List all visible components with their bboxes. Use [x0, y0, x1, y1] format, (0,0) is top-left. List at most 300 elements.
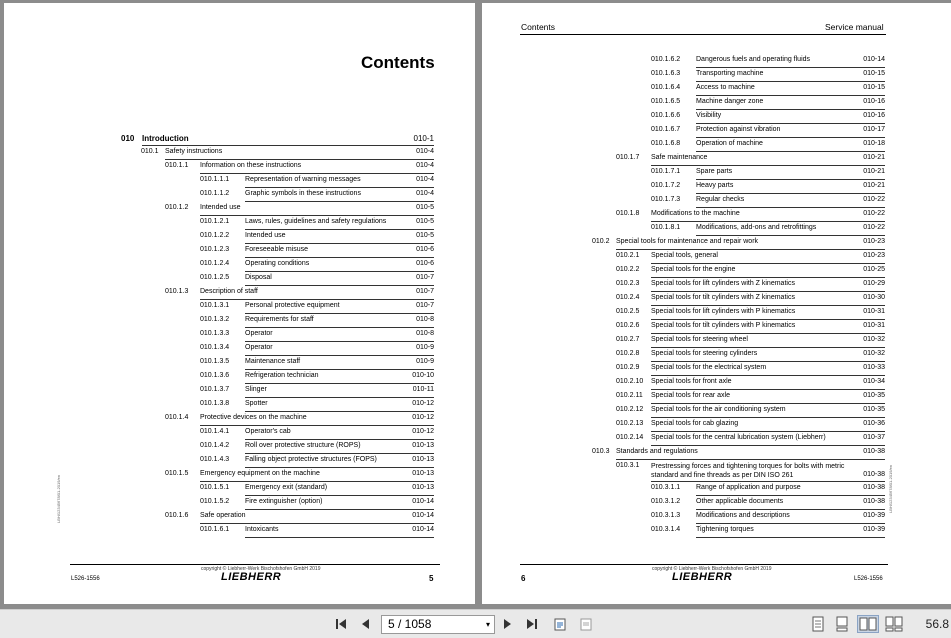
toc-number: 010.1.3.4 — [200, 344, 230, 351]
toc-entry[interactable] — [482, 350, 951, 364]
last-page-icon[interactable] — [522, 615, 542, 633]
toc-number: 010.1.3.2 — [200, 316, 230, 323]
toc-entry[interactable] — [482, 392, 951, 406]
toc-page: 010-12 — [412, 428, 434, 435]
toc-underline — [696, 109, 885, 110]
toc-number: 010.3.1 — [616, 462, 640, 469]
toc-page: 010-22 — [863, 224, 885, 231]
toc-entry[interactable] — [4, 358, 475, 372]
toc-title: Falling object protective structures (FOPS) — [245, 456, 377, 463]
toc-entry[interactable] — [4, 190, 475, 204]
toc-underline — [245, 383, 434, 384]
liebherr-logo: LIEBHERR — [672, 571, 733, 583]
toc-number: 010.1.3.8 — [200, 400, 230, 407]
toc-page: 010-4 — [416, 176, 434, 183]
toc-number: 010.2.9 — [616, 364, 640, 371]
toc-title: Spare parts — [696, 168, 733, 175]
toc-number: 010.2.5 — [616, 308, 640, 315]
toc-entry[interactable] — [4, 288, 475, 302]
toc-entry[interactable] — [4, 316, 475, 330]
toc-page: 010-5 — [416, 218, 434, 225]
toc-underline — [200, 215, 434, 216]
toc-entry[interactable] — [482, 70, 951, 84]
toc-number: 010.1.4 — [165, 414, 189, 421]
toc-underline — [651, 403, 885, 404]
toc-page: 010-38 — [863, 471, 885, 478]
toc-number: 010.3.1.3 — [651, 512, 681, 519]
toc-title: Maintenance staff — [245, 358, 301, 365]
extract-icon[interactable] — [576, 615, 596, 633]
toc-page: 010-22 — [863, 196, 885, 203]
toc-number: 010.1.1.2 — [200, 190, 230, 197]
toc-underline — [696, 81, 885, 82]
toc-title: Protective devices on the machine — [200, 414, 307, 421]
toc-number: 010.1.6.4 — [651, 84, 681, 91]
toc-entry[interactable] — [482, 252, 951, 266]
toc-entry[interactable] — [482, 364, 951, 378]
toc-title: Foreseeable misuse — [245, 246, 309, 253]
toc-page: 010-14 — [412, 512, 434, 519]
toc-page: 010-21 — [863, 154, 885, 161]
toc-entry[interactable] — [482, 224, 951, 238]
toc-number: 010.3.1.1 — [651, 484, 681, 491]
toc-number: 010.2.3 — [616, 280, 640, 287]
toc-entry[interactable] — [482, 154, 951, 168]
toc-page: 010-33 — [863, 364, 885, 371]
toc-underline — [696, 495, 885, 496]
toc-underline — [651, 221, 885, 222]
page-number: 6 — [521, 574, 526, 583]
toc-page: 010-11 — [412, 386, 434, 393]
toc-entry[interactable] — [4, 498, 475, 512]
side-code: LBH/12345678/01-2019/en — [888, 464, 893, 513]
toc-underline — [651, 375, 885, 376]
toc-entry[interactable] — [482, 112, 951, 126]
toc-title: Information on these instructions — [200, 162, 302, 169]
toc-number: 010.1.6.1 — [200, 526, 230, 533]
toc-underline — [696, 235, 885, 236]
toc-number: 010.1.3.5 — [200, 358, 230, 365]
toc-entry[interactable] — [482, 512, 951, 526]
toc-underline — [245, 313, 434, 314]
toc-entry[interactable] — [482, 322, 951, 336]
toc-number: 010.2.1 — [616, 252, 640, 259]
toc-page: 010-6 — [416, 246, 434, 253]
toc-page: 010-4 — [416, 190, 434, 197]
two-page-continuous-icon[interactable] — [884, 615, 904, 633]
toc-number: 010.2.14 — [616, 434, 644, 441]
toc-title: Operator's cab — [245, 428, 291, 435]
toc-number: 010.1.1.1 — [200, 176, 230, 183]
toc-entry[interactable] — [482, 196, 951, 210]
toc-title: Spotter — [245, 400, 268, 407]
toc-number: 010.2.6 — [616, 322, 640, 329]
toc-underline — [696, 207, 885, 208]
toc-underline — [245, 439, 434, 440]
toc-title: Special tools for lift cylinders with Z kinematics — [651, 280, 795, 287]
toc-entry[interactable] — [482, 238, 951, 252]
toc-page: 010-21 — [863, 182, 885, 189]
toc-number: 010.1 — [141, 148, 159, 155]
toc-title: Refrigeration technician — [245, 372, 319, 379]
toc-entry[interactable] — [482, 336, 951, 350]
toc-number: 010.1.3 — [165, 288, 189, 295]
toc-title: Heavy parts — [696, 182, 734, 189]
toc-underline — [200, 523, 434, 524]
toc-title: Standards and regulations — [616, 448, 698, 455]
toc-underline — [651, 361, 885, 362]
toc-number: 010.1.8.1 — [651, 224, 681, 231]
toc-underline — [245, 341, 434, 342]
toc-title: Special tools for the electrical system — [651, 364, 767, 371]
toc-underline — [696, 123, 885, 124]
toc-underline — [616, 459, 885, 460]
toc-number: 010.1.6 — [165, 512, 189, 519]
toc-page: 010-18 — [863, 140, 885, 147]
toc-underline — [651, 277, 885, 278]
toc-entry[interactable] — [4, 414, 475, 428]
toc-number: 010.2.10 — [616, 378, 644, 385]
toc-title: Safe operation — [200, 512, 246, 519]
toc-title: Other applicable documents — [696, 498, 784, 505]
toc-page: 010-1 — [413, 134, 434, 143]
toc-number: 010.1.2.2 — [200, 232, 230, 239]
toc-underline — [245, 369, 434, 370]
toc-page: 010-4 — [416, 162, 434, 169]
toc-underline — [696, 523, 885, 524]
toc-entry[interactable] — [4, 274, 475, 288]
toc-number: 010.1.5.2 — [200, 498, 230, 505]
toc-underline — [245, 257, 434, 258]
toc-underline — [245, 187, 434, 188]
zoom-level[interactable]: 56.8 — [925, 617, 949, 631]
toc-underline — [651, 417, 885, 418]
toc-entry[interactable] — [482, 378, 951, 392]
toc-entry[interactable] — [4, 246, 475, 260]
toc-page: 010-14 — [412, 526, 434, 533]
toc-entry[interactable] — [4, 204, 475, 218]
toc-underline — [245, 537, 434, 538]
continuous-icon[interactable] — [832, 615, 852, 633]
toc-underline — [245, 397, 434, 398]
toc-entry[interactable] — [482, 526, 951, 540]
toc-page: 010-22 — [863, 210, 885, 217]
toc-number: 010.1.3.3 — [200, 330, 230, 337]
toc-page: 010-7 — [416, 302, 434, 309]
toc-number: 010.2.12 — [616, 406, 644, 413]
toc-page: 010-38 — [863, 484, 885, 491]
toc-entry[interactable] — [482, 84, 951, 98]
toc-page: 010-10 — [412, 372, 434, 379]
toc-page: 010-14 — [863, 56, 885, 63]
toc-page: 010-9 — [416, 358, 434, 365]
toc-title: Special tools for the air conditioning system — [651, 406, 786, 413]
toc-entry[interactable] — [4, 232, 475, 246]
side-code: LBH/12345678/01-2019/en — [56, 474, 61, 523]
first-page-icon[interactable] — [331, 615, 351, 633]
toc-number: 010.1.1 — [165, 162, 189, 169]
toc-underline — [651, 319, 885, 320]
toc-title: Introduction — [142, 134, 189, 143]
toc-entry[interactable] — [482, 484, 951, 498]
toc-title: Tightening torques — [696, 526, 754, 533]
toc-page: 010-39 — [863, 512, 885, 519]
toc-underline — [200, 481, 434, 482]
toc-title: Requirements for staff — [245, 316, 314, 323]
toc-entry[interactable] — [4, 330, 475, 344]
toc-underline — [696, 95, 885, 96]
toc-title: Safety instructions — [165, 148, 223, 155]
toc-entry[interactable] — [482, 420, 951, 434]
toc-page: 010-32 — [863, 336, 885, 343]
toc-page: 010-9 — [416, 344, 434, 351]
toc-page: 010-34 — [863, 378, 885, 385]
toc-underline — [651, 347, 885, 348]
toc-entry[interactable] — [4, 484, 475, 498]
toc-number: 010.3 — [592, 448, 610, 455]
toc-entry[interactable] — [4, 260, 475, 274]
toc-entry[interactable] — [482, 168, 951, 182]
toc-page: 010-8 — [416, 316, 434, 323]
toc-underline — [200, 173, 434, 174]
toc-entry[interactable] — [482, 182, 951, 196]
toc-number: 010.1.7.3 — [651, 196, 681, 203]
toc-page: 010-12 — [412, 400, 434, 407]
toc-underline — [200, 425, 434, 426]
rotate-icon[interactable] — [550, 615, 570, 633]
page-number-input[interactable] — [381, 615, 495, 634]
toc-page: 010-30 — [863, 294, 885, 301]
footer-line — [520, 564, 888, 565]
toc-entry[interactable] — [4, 176, 475, 190]
next-page-icon[interactable] — [498, 615, 518, 633]
toc-title: Machine danger zone — [696, 98, 764, 105]
toc-title: Representation of warning messages — [245, 176, 361, 183]
toc-entry[interactable] — [4, 218, 475, 232]
toc-underline — [200, 299, 434, 300]
toc-underline — [245, 467, 434, 468]
toc-page: 010-29 — [863, 280, 885, 287]
toc-entry[interactable] — [482, 498, 951, 512]
toc-page: 010-35 — [863, 406, 885, 413]
toc-entry[interactable] — [4, 400, 475, 414]
toc-entry[interactable] — [4, 372, 475, 386]
toc-title: Special tools for rear axle — [651, 392, 730, 399]
toc-number: 010.1.5.1 — [200, 484, 230, 491]
toc-entry[interactable] — [482, 56, 951, 70]
toc-title: Emergency exit (standard) — [245, 484, 328, 491]
single-page-icon[interactable] — [808, 615, 828, 633]
toc-title: Intended use — [200, 204, 241, 211]
toc-underline — [245, 285, 434, 286]
copyright-text: copyright © Liebherr-Werk Bischofshofen GmbH 2019 — [652, 566, 772, 572]
toc-underline — [245, 243, 434, 244]
toc-number: 010.3.1.2 — [651, 498, 681, 505]
toc-page: 010-5 — [416, 204, 434, 211]
toc-title: Range of application and purpose — [696, 484, 801, 491]
toc-number: 010.2.4 — [616, 294, 640, 301]
toc-underline — [696, 179, 885, 180]
right-page — [482, 3, 951, 604]
toc-title: Operator — [245, 344, 273, 351]
toc-underline — [245, 201, 434, 202]
toc-entry[interactable] — [482, 448, 951, 462]
liebherr-logo: LIEBHERR — [221, 571, 282, 583]
toc-entry[interactable] — [482, 434, 951, 448]
toc-entry[interactable] — [482, 126, 951, 140]
toc-page: 010-7 — [416, 274, 434, 281]
toc-page: 010-15 — [863, 84, 885, 91]
two-page-icon[interactable] — [857, 615, 879, 633]
toc-number: 010.1.4.1 — [200, 428, 230, 435]
toc-number: 010.2.11 — [616, 392, 643, 399]
toc-underline — [651, 445, 885, 446]
toc-page: 010-12 — [412, 414, 434, 421]
toc-title: Special tools for tilt cylinders with P kinematics — [651, 322, 796, 329]
toc-entry[interactable] — [482, 294, 951, 308]
toc-title: Intended use — [245, 232, 286, 239]
toc-title: Emergency equipment on the machine — [200, 470, 320, 477]
toc-underline — [696, 137, 885, 138]
toc-title: Regular checks — [696, 196, 745, 203]
toc-underline — [696, 151, 885, 152]
toc-page: 010-23 — [863, 252, 885, 259]
toc-title: Modifications, add-ons and retrofittings — [696, 224, 817, 231]
toc-entry[interactable] — [482, 266, 951, 280]
toc-title: Dangerous fuels and operating fluids — [696, 56, 811, 63]
toc-page: 010-17 — [863, 126, 885, 133]
toc-underline — [696, 67, 885, 68]
toc-page: 010-15 — [863, 70, 885, 77]
toc-underline — [651, 263, 885, 264]
toc-page: 010-13 — [412, 456, 434, 463]
toc-underline — [245, 229, 434, 230]
toc-title: Description of staff — [200, 288, 258, 295]
toc-page: 010-5 — [416, 232, 434, 239]
toc-title: Special tools for maintenance and repair work — [616, 238, 759, 245]
toc-number: 010.2.8 — [616, 350, 640, 357]
toc-title: Graphic symbols in these instructions — [245, 190, 361, 197]
model-number: L526-1556 — [71, 576, 100, 582]
page-number-value: 5 / 1058 — [388, 617, 432, 631]
toc-entry[interactable] — [4, 386, 475, 400]
model-number: L526-1556 — [854, 576, 883, 582]
toc-number: 010.1.7.1 — [651, 168, 681, 175]
toc-number: 010.1.2.1 — [200, 218, 230, 225]
toc-entry[interactable] — [482, 308, 951, 322]
toc-entry[interactable] — [482, 98, 951, 112]
toc-underline — [651, 305, 885, 306]
toc-title: Intoxicants — [245, 526, 279, 533]
toc-title: Transporting machine — [696, 70, 764, 77]
toc-page: 010-38 — [863, 448, 885, 455]
toc-entry[interactable] — [4, 512, 475, 526]
viewer-toolbar — [0, 609, 951, 638]
toc-underline — [245, 453, 434, 454]
toc-underline — [245, 355, 434, 356]
chevron-down-icon[interactable]: ▾ — [485, 620, 490, 629]
toc-title: Operating conditions — [245, 260, 310, 267]
toc-number: 010.1.6.5 — [651, 98, 681, 105]
toc-entry[interactable] — [4, 162, 475, 176]
toc-underline — [245, 271, 434, 272]
toc-number: 010.1.6.6 — [651, 112, 681, 119]
prev-page-icon[interactable] — [355, 615, 375, 633]
toc-page: 010-32 — [863, 350, 885, 357]
toc-underline — [165, 159, 434, 160]
toc-underline — [651, 431, 885, 432]
toc-entry[interactable] — [4, 344, 475, 358]
toc-title: Special tools for cab glazing — [651, 420, 739, 427]
toc-page: 010-7 — [416, 288, 434, 295]
toc-number: 010.2.7 — [616, 336, 640, 343]
toc-number: 010.1.6.7 — [651, 126, 681, 133]
toc-page: 010-21 — [863, 168, 885, 175]
toc-title: Slinger — [245, 386, 267, 393]
toc-page: 010-37 — [863, 434, 885, 441]
header-line — [520, 34, 886, 35]
toc-entry[interactable] — [482, 462, 951, 484]
toc-title: Special tools for lift cylinders with P kinematics — [651, 308, 796, 315]
toc-page: 010-39 — [863, 526, 885, 533]
toc-title: Special tools for tilt cylinders with Z kinematics — [651, 294, 795, 301]
page-number: 5 — [429, 574, 434, 583]
toc-entry[interactable] — [4, 442, 475, 456]
toc-page: 010-25 — [863, 266, 885, 273]
toc-title: Operator — [245, 330, 273, 337]
toc-page: 010-16 — [863, 98, 885, 105]
toc-title: Special tools for steering cylinders — [651, 350, 758, 357]
toc-entry[interactable] — [4, 134, 475, 148]
toc-underline — [245, 411, 434, 412]
toc-title: Personal protective equipment — [245, 302, 340, 309]
toc-number: 010.2 — [592, 238, 610, 245]
copyright-text: copyright © Liebherr-Werk Bischofshofen GmbH 2019 — [201, 566, 321, 572]
toc-number: 010.1.3.6 — [200, 372, 230, 379]
toc-entry[interactable] — [4, 470, 475, 484]
toc-number: 010 — [121, 134, 135, 143]
toc-entry[interactable] — [4, 302, 475, 316]
toc-page: 010-35 — [863, 392, 885, 399]
toc-entry[interactable] — [4, 456, 475, 470]
toc-title: Operation of machine — [696, 140, 763, 147]
toc-entry[interactable] — [482, 280, 951, 294]
toc-number: 010.1.7.2 — [651, 182, 681, 189]
toc-number: 010.2.2 — [616, 266, 640, 273]
toc-underline — [245, 495, 434, 496]
toc-entry[interactable] — [482, 140, 951, 154]
toc-number: 010.1.8 — [616, 210, 640, 217]
toc-number: 010.2.13 — [616, 420, 644, 427]
toc-page: 010-36 — [863, 420, 885, 427]
toc-number: 010.1.6.8 — [651, 140, 681, 147]
toc-page: 010-38 — [863, 498, 885, 505]
toc-number: 010.1.3.7 — [200, 386, 230, 393]
toc-entry[interactable] — [482, 210, 951, 224]
toc-underline — [651, 333, 885, 334]
toc-page: 010-31 — [863, 308, 885, 315]
toc-entry[interactable] — [482, 406, 951, 420]
toc-number: 010.1.6.3 — [651, 70, 681, 77]
toc-entry[interactable] — [4, 428, 475, 442]
toc-number: 010.1.7 — [616, 154, 640, 161]
toc-title: Roll over protective structure (ROPS) — [245, 442, 361, 449]
toc-entry[interactable] — [4, 148, 475, 162]
toc-number: 010.3.1.4 — [651, 526, 681, 533]
toc-underline — [651, 389, 885, 390]
toc-title: Modifications to the machine — [651, 210, 740, 217]
toc-entry[interactable] — [4, 526, 475, 540]
